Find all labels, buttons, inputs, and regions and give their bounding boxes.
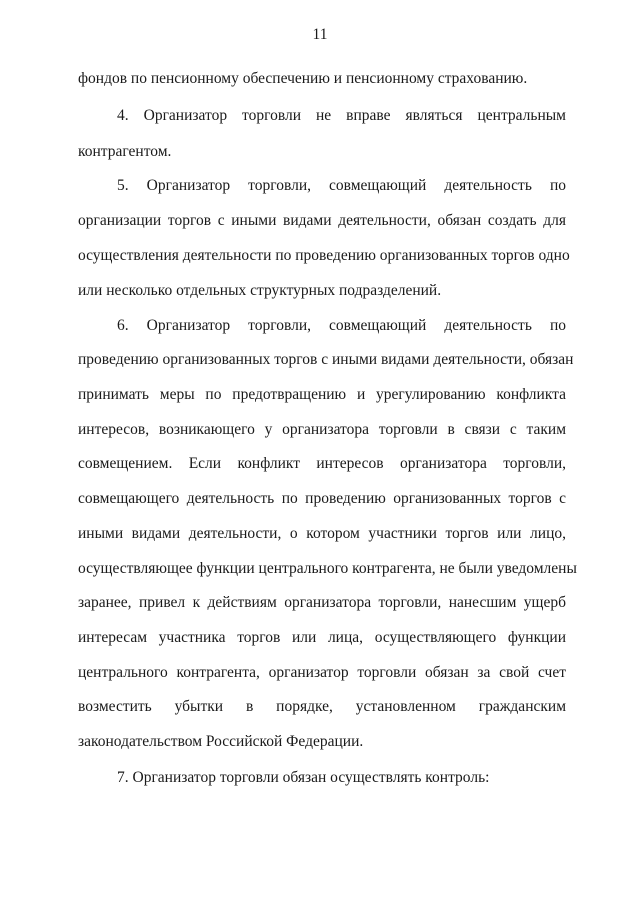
text-line: контрагентом. [78, 143, 172, 160]
text-line: законодательством Российской Федерации. [78, 733, 364, 750]
text-line: интересов, возникающего у организатора торговли в связи с таким [78, 421, 566, 438]
text-line: совмещением. Если конфликт интересов организатора торговли, [78, 455, 566, 472]
text-line: совмещающего деятельность по проведению организованных торгов с [78, 490, 566, 507]
text-line: 7. Организатор торговли обязан осуществлять контроль: [117, 769, 490, 786]
text-line: 6. Организатор торговли, совмещающий деятельность по [117, 317, 566, 334]
text-line: возместить убытки в порядке, установленном гражданским [78, 698, 566, 715]
text-line: иными видами деятельности, о котором участники торгов или лицо, [78, 525, 566, 542]
text-line: центрального контрагента, организатор торговли обязан за свой счет [78, 664, 566, 681]
text-line: осуществляющее функции центрального контрагента, не были уведомлены [78, 560, 577, 577]
page-number: 11 [312, 26, 328, 43]
text-line: проведению организованных торгов с иными видами деятельности, обязан [78, 351, 574, 368]
text-line: интересам участника торгов или лица, осуществляющего функции [78, 629, 566, 646]
text-line: осуществления деятельности по проведению организованных торгов одно [78, 247, 570, 264]
text-line: заранее, привел к действиям организатора торговли, нанесшим ущерб [78, 594, 566, 611]
text-line: фондов по пенсионному обеспечению и пенсионному страхованию. [78, 70, 528, 87]
text-line: 4. Организатор торговли не вправе являться центральным [117, 107, 566, 124]
text-line: организации торгов с иными видами деятельности, обязан создать для [78, 212, 566, 229]
text-line: 5. Организатор торговли, совмещающий деятельность по [117, 177, 566, 194]
text-line: или несколько отдельных структурных подразделений. [78, 282, 442, 299]
text-line: принимать меры по предотвращению и урегулированию конфликта [78, 386, 566, 403]
